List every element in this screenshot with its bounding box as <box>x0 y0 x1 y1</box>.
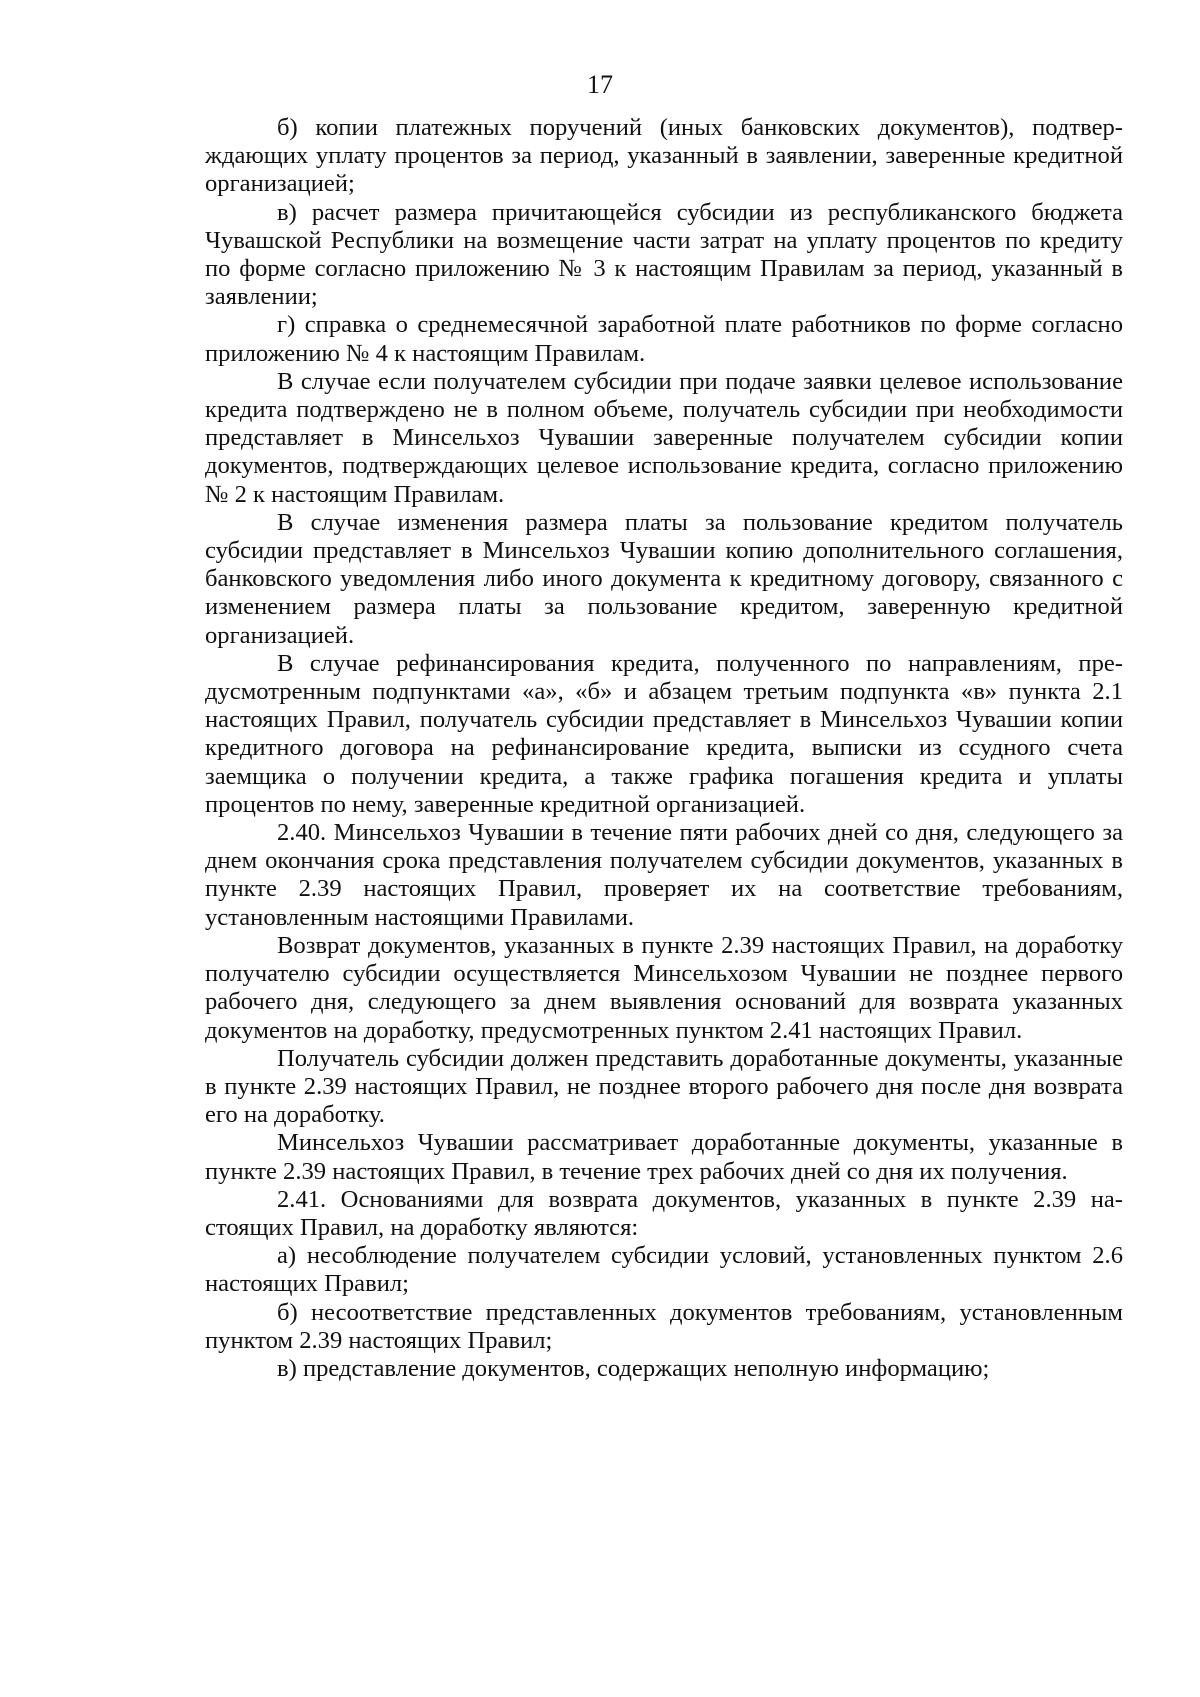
paragraph-6: В случае рефинансирования кредита, полученного по направлениям, предусмотренным подпунктами «а», «б» и абзацем третьим подпункта «в» пункта 2.1 настоящих Правил, получатель субсидии представляет в Минсельхоз Чувашии копии кредитного договора на рефинансирование кредита, выписки из ссудного счета заемщика о получении кредита, а также графика погашения кредита и уплаты процентов по нему, заверенные кредитной организацией. <box>205 649 1123 818</box>
paragraph-8: Возврат документов, указанных в пункте 2.39 настоящих Правил, на доработку получателю субсидии осуществляется Минсельхозом Чувашии не позднее первого рабочего дня, следующего за днем выявления оснований для возврата указанных документов на доработку, предусмотренных пунктом 2.41 настоящих Правил. <box>205 931 1123 1044</box>
paragraph-3: г) справка о среднемесячной заработной плате работников по форме согласно приложению № 4 к настоящим Правилам. <box>205 311 1123 367</box>
paragraph-11: 2.41. Основаниями для возврата документов, указанных в пункте 2.39 настоящих Правил, на доработку являются: <box>205 1185 1123 1241</box>
paragraph-7: 2.40. Минсельхоз Чувашии в течение пяти рабочих дней со дня, следующего за днем окончания срока представления получателем субсидии документов, указанных в пункте 2.39 настоящих Правил, проверяет их на соответствие требованиям, установленным настоящими Правилами. <box>205 819 1123 931</box>
paragraph-4: В случае если получателем субсидии при подаче заявки целевое использование кредита подтверждено не в полном объеме, получатель субсидии при необходимости представляет в Минсельхоз Чувашии заверенные получателем субсидии копии документов, подтверждающих целевое использование кредита, согласно приложению № 2 к настоящим Правилам. <box>205 367 1123 508</box>
paragraph-1: б) копии платежных поручений (иных банковских документов), подтверждающих уплату процентов за период, указанный в заявлении, заверенные кредитной организацией; <box>205 114 1123 198</box>
paragraph-12: а) несоблюдение получателем субсидии условий, установленных пунктом 2.6 настоящих Правил; <box>205 1242 1123 1298</box>
paragraph-9: Получатель субсидии должен представить доработанные документы, указанные в пункте 2.39 настоящих Правил, не позднее второго рабочего дня после дня возврата его на доработку. <box>205 1044 1123 1129</box>
paragraph-14: в) представление документов, содержащих неполную информацию; <box>277 1354 990 1382</box>
paragraph-5: В случае изменения размера платы за пользование кредитом получатель субсидии представляет в Минсельхоз Чувашии копию дополнительного соглашения, банковского уведомления либо иного документа к кредитному договору, связанного с изменением размера платы за пользование кредитом, заверенную кредитной организацией. <box>205 508 1123 649</box>
paragraph-2: в) расчет размера причитающейся субсидии из республиканского бюджета Чувашской Республики на возмещение части затрат на уплату процентов по кредиту по форме согласно приложению № 3 к настоящим Правилам за период, указанный в заявлении; <box>205 198 1123 311</box>
page-number: 17 <box>587 70 613 99</box>
document-body <box>205 114 1123 1383</box>
paragraph-10: Минсельхоз Чувашии рассматривает доработанные документы, указанные в пункте 2.39 настоящих Правил, в течение трех рабочих дней со дня их получения. <box>205 1129 1123 1185</box>
paragraph-13: б) несоответствие представленных документов требованиям, установленным пунктом 2.39 настоящих Правил; <box>205 1298 1123 1354</box>
